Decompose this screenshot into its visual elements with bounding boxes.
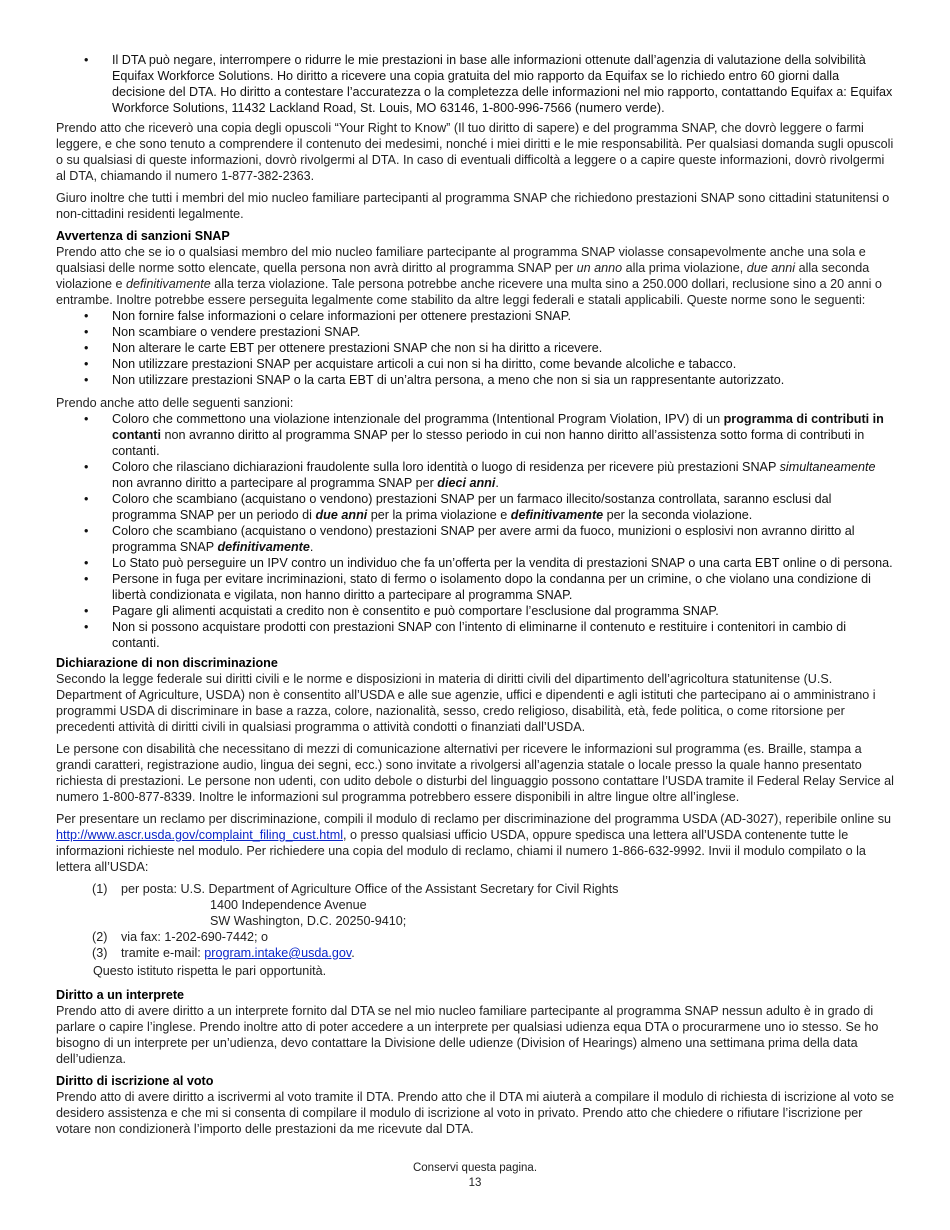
list-item: • Coloro che scambiano (acquistano o vendono) prestazioni SNAP per un farmaco illecito/sostanza controllata, saranno esclusi dal programma SNAP per un periodo di due anni per la prima violazione e definitivamente per la seconda violazione. [56, 491, 895, 523]
list-item: • Non scambiare o vendere prestazioni SNAP. [56, 324, 895, 340]
list-item: • Non utilizzare prestazioni SNAP per acquistare articoli a cui non si ha diritto, come bevande alcoliche e tabacco. [56, 356, 895, 372]
nondiscrimination-section [56, 655, 895, 979]
nondiscrimination-paragraph-1: Secondo la legge federale sui diritti civili e le norme e disposizioni in materia di diritti civili del dipartimento dell’agricoltura statunitense (U.S. Department of Agriculture, USDA) non è consentito all’USDA e alle sue agenzie, uffici e dipendenti e agli istituti che partecipano ai o amministrano i programmi USDA di discriminare in base a razza, colore, nazionalità, sesso, credo religioso, disabilità, età, fede politica, o come ritorsione per precedenti attività di diritti civili in qualsiasi programma o attività condotti o finanziati dall’USDA. [56, 672, 876, 734]
sanctions-paragraph: Prendo atto che se io o qualsiasi membro del mio nucleo familiare partecipante al programma SNAP violasse consapevolmente anche una sola e qualsiasi delle norme sotto elencate, quella persona non avrà diritto al programma SNAP per un anno alla prima violazione, due anni alla seconda violazione e definitivamente alla terza violazione. Tale persona potrebbe anche ricevere una multa sino a 250.000 dollari, reclusione sino a 20 anni o entrambe. Inoltre potrebbe essere perseguita legalmente come stabilito da altre leggi federali e statali applicabili. Queste norme sono le seguenti: [56, 245, 882, 307]
list-item: • Coloro che scambiano (acquistano o vendono) prestazioni SNAP per avere armi da fuoco, munizioni o esplosivi non avranno diritto al programma SNAP definitivamente. [56, 523, 895, 555]
footer-note: Conservi questa pagina. [412, 1162, 538, 1174]
list-item: • Non si possono acquistare prodotti con prestazioni SNAP con l’intento di eliminarne il contenuto e restituire i contenitori in cambio di contanti. [56, 619, 895, 651]
sanctions-section [56, 228, 895, 651]
nondiscrimination-paragraph-2: Le persone con disabilità che necessitano di mezzi di comunicazione alternativi per ricevere le informazioni sul programma (es. Braille, stampa a grandi caratteri, registrazione audio, lingua dei segni, ecc.) sono invitate a rivolgersi all’agenzia statale o locale presso la quale hanno presentato richiesta di prestazioni. Le persone non udenti, con udito debole o disturbi del linguaggio possono contattare l’USDA tramite il Federal Relay Service al numero 1-800-877-8339. Inoltre le informazioni sul programma potrebbero essere disponibili in altre lingue oltre all’inglese. [56, 742, 894, 804]
list-item: • Non alterare le carte EBT per ottenere prestazioni SNAP che non si ha diritto a ricevere. [56, 340, 895, 356]
complaint-form-link[interactable]: http://www.ascr.usda.gov/complaint_filing_cust.html [56, 828, 343, 842]
nondiscrimination-paragraph-3: Per presentare un reclamo per discriminazione, compili il modulo di reclamo per discriminazione del programma USDA (AD-3027), reperibile online su http://www.ascr.usda.gov/complaint_filing_cust.html, o presso qualsiasi ufficio USDA, oppure spedisca una lettera all’USDA contenente tutte le informazioni richieste nel modulo. Per richiedere una copia del modulo di reclamo, chiami il numero 1-866-632-9992. Invii il modulo compilato o la lettera all’USDA: [56, 812, 892, 874]
rules-list [56, 308, 895, 388]
submission-methods [92, 881, 895, 961]
list-item: • Pagare gli alimenti acquistati a credito non è consentito e può comportare l’esclusione dal programma SNAP. [56, 603, 895, 619]
list-item: • Lo Stato può perseguire un IPV contro un individuo che fa un’offerta per la vendita di prestazioni SNAP o una carta EBT online o di persona. [56, 555, 895, 571]
interpreter-paragraph: Prendo atto di avere diritto a un interprete fornito dal DTA se nel mio nucleo familiare partecipante al programma SNAP nessun adulto è in grado di parlare o capire l’inglese. Prendo inoltre atto di poter accedere a un interprete per qualsiasi udienza equa DTA o procurarmene uno io stesso. Se ho bisogno di un interprete per un’udienza, devo contattare la Divisione delle udienze (Division of Hearings) almeno una settimana prima della data dell’udienza. [56, 1004, 879, 1066]
list-item: • Non utilizzare prestazioni SNAP o la carta EBT di un’altra persona, a meno che non si sia un rappresentante autorizzato. [56, 372, 895, 388]
interpreter-section [56, 987, 895, 1067]
list-item: (2) via fax: 1-202-690-7442; o [92, 930, 269, 944]
list-item: • Coloro che commettono una violazione intenzionale del programma (Intentional Program Violation, IPV) di un programma di contributi in contanti non avranno diritto al programma SNAP per lo stesso periodo in cui non hanno diritto all’assistenza sotto forma di contributi in contanti. [56, 411, 895, 459]
voter-paragraph: Prendo atto di avere diritto a iscrivermi al voto tramite il DTA. Prendo atto che il DTA mi aiuterà a compilare il modulo di richiesta di iscrizione al voto se desidero assistenza e che mi si consenta di compilare il modulo di iscrizione al voto in privato. Prendo atto che chiedere o rifiutare l’iscrizione per votare non condizionerà l’importo delle prestazioni da me ricevute dal DTA. [56, 1090, 895, 1136]
page-footer [0, 1161, 950, 1191]
intro-paragraph-2: Giuro inoltre che tutti i membri del mio nucleo familiare partecipanti al programma SNAP che richiedono prestazioni SNAP sono cittadini statunitensi o non-cittadini residenti legalmente. [56, 191, 890, 221]
intro-paragraph-1: Prendo atto che riceverò una copia degli opuscoli “Your Right to Know” (Il tuo diritto di sapere) e del programma SNAP, che dovrò leggere o farmi leggere, e che sono tenuto a comprendere il contenuto dei medesimi, nonché i miei diritti e le mie responsabilità. Per qualsiasi domanda sugli opuscoli o su qualsiasi di queste informazioni, dovrò rivolgermi al DTA. In caso di eventuali difficoltà a leggere o a capire queste informazioni, dovrò rivolgermi al DTA, chiamando il numero 1-877-382-2363. [56, 121, 894, 183]
list-item: (3) tramite e-mail: program.intake@usda.gov. [92, 946, 355, 960]
list-item: • Non fornire false informazioni o celare informazioni per ottenere prestazioni SNAP. [56, 308, 895, 324]
equal-opportunity-statement: Questo istituto rispetta le pari opportunità. [93, 964, 327, 978]
sanctions-also-intro: Prendo anche atto delle seguenti sanzioni: [56, 396, 294, 410]
nondiscrimination-heading: Dichiarazione di non discriminazione [56, 656, 278, 670]
list-item: • Coloro che rilasciano dichiarazioni fraudolente sulla loro identità o luogo di residenza per ricevere più prestazioni SNAP simultaneamente non avranno diritto a partecipare al programma SNAP per dieci anni. [56, 459, 895, 491]
sanctions-heading: Avvertenza di sanzioni SNAP [56, 229, 230, 243]
list-item: (1) per posta: U.S. Department of Agriculture Office of the Assistant Secretary for Civil Rights 1400 Independence Avenue SW Washington, D.C. 20250-9410; [92, 882, 619, 928]
interpreter-heading: Diritto a un interprete [56, 988, 185, 1002]
list-item: • Persone in fuga per evitare incriminazioni, stato di fermo o isolamento dopo la condanna per un crimine, o che violano una condizione di libertà condizionata e vigilata, non hanno diritto a partecipare al programma SNAP. [56, 571, 895, 603]
penalties-list [56, 411, 895, 651]
email-link[interactable]: program.intake@usda.gov [204, 946, 352, 960]
page-number: 13 [468, 1177, 482, 1189]
equifax-bullet: • Il DTA può negare, interrompere o ridurre le mie prestazioni in base alle informazioni ottenute dall’agenzia di valutazione della solvibilità Equifax Workforce Solutions. Ho diritto a ricevere una copia gratuita del mio rapporto da Equifax se lo richiedo entro 60 giorni dalla decisione del DTA. Ho diritto a contestare l’accuratezza o la completezza delle informazioni nel mio rapporto, contattando Equifax a: Equifax Workforce Solutions, 11432 Lackland Road, St. Louis, MO 63146, 1-800-996-7566 (numero verde). [56, 52, 895, 116]
voter-section [56, 1073, 895, 1137]
voter-heading: Diritto di iscrizione al voto [56, 1074, 214, 1088]
